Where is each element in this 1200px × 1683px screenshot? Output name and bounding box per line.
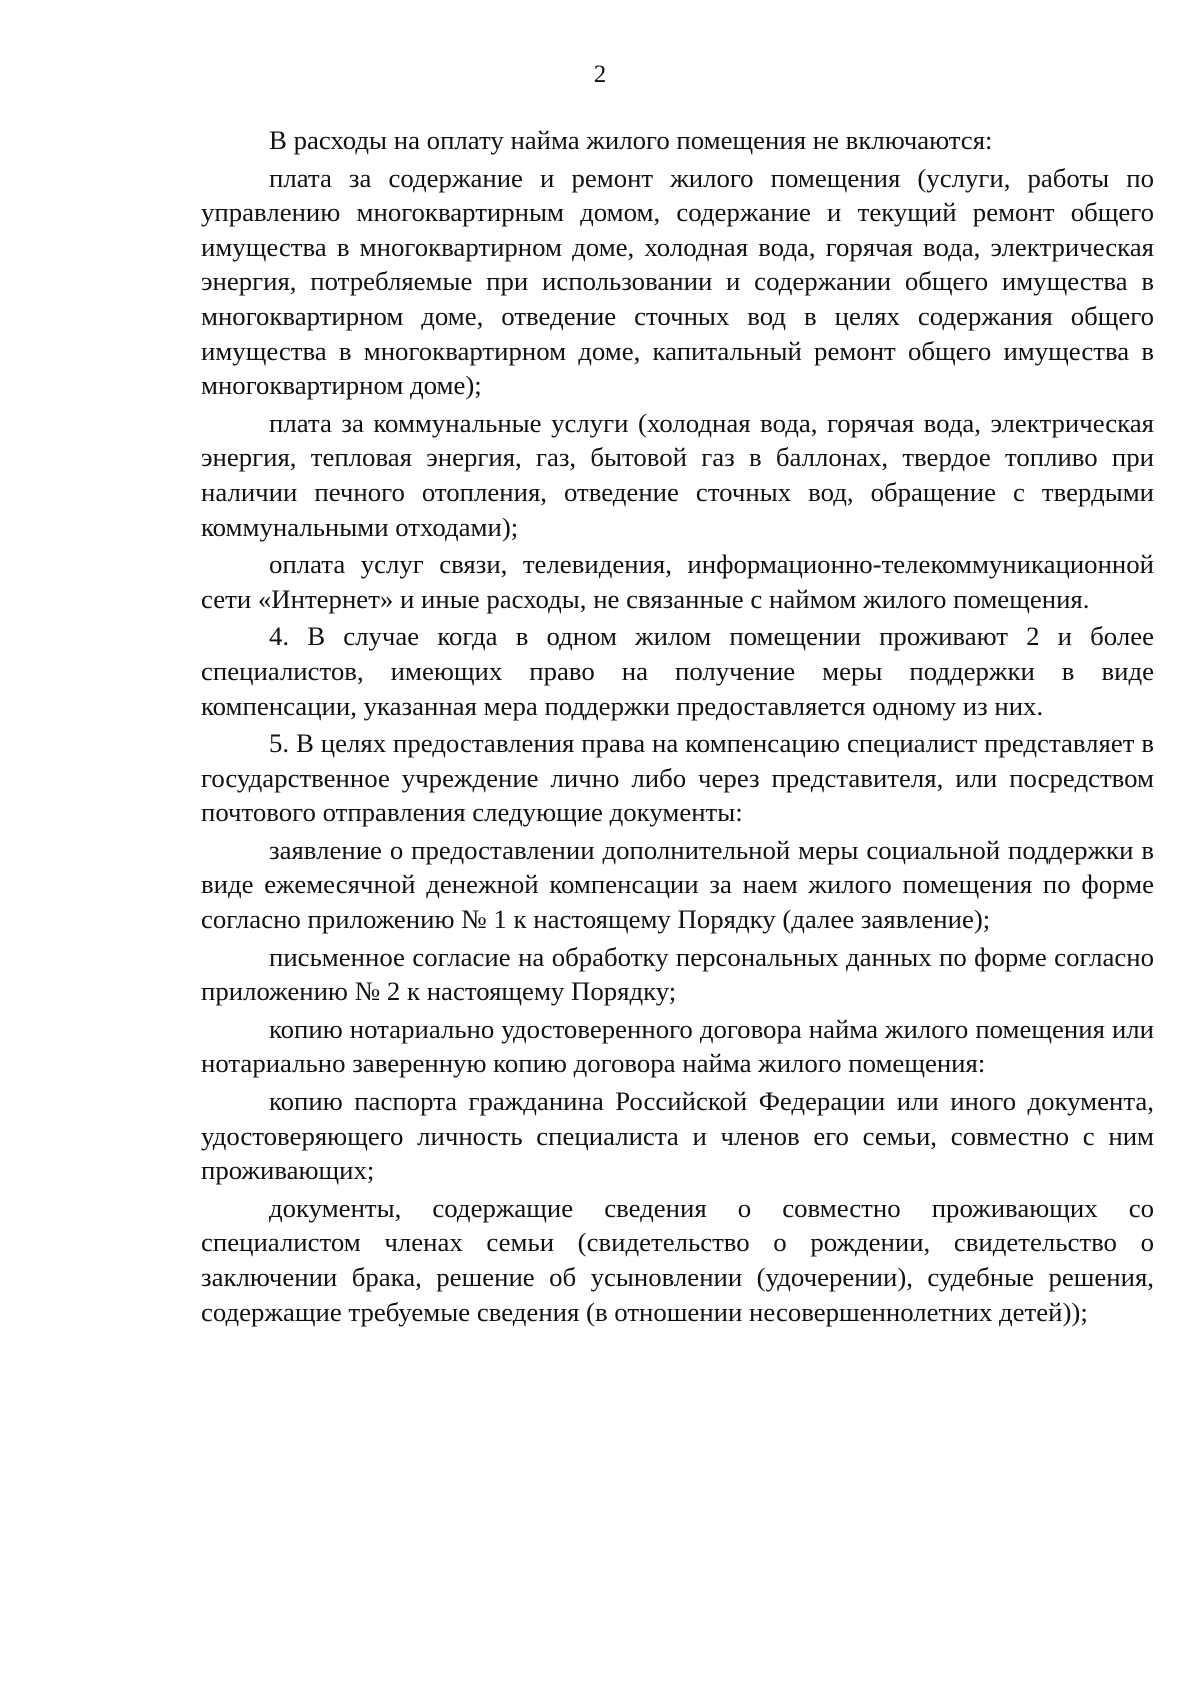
document-body xyxy=(201,123,1154,1329)
paragraph-lease-copy: копию нотариально удостоверенного договора найма жилого помещения или нотариально заверенную копию договора найма жилого помещения: xyxy=(201,1013,1154,1079)
paragraph-excluded-expenses-intro: В расходы на оплату найма жилого помещения не включаются: xyxy=(269,125,993,155)
paragraph-communication-services: оплата услуг связи, телевидения, информационно-телекоммуникационной сети «Интернет» и иные расходы, не связанные с наймом жилого помещения. xyxy=(201,549,1154,614)
page-number: 2 xyxy=(593,61,607,88)
paragraph-family-documents: документы, содержащие сведения о совместно проживающих со специалистом членах семьи (свидетельство о рождении, свидетельство о заключении брака, решение об усыновлении (удочерении), судебные решения, содержащие требуемые сведения (в отношении несовершеннолетних детей)); xyxy=(201,1192,1154,1327)
paragraph-maintenance-fee: плата за содержание и ремонт жилого помещения (услуги, работы по управлению многоквартирным домом, содержание и текущий ремонт общего имущества в многоквартирном доме, холодная вода, горячая вода, электрическая энергия, потребляемые при использовании и содержании общего имущества в многоквартирном доме, отведение сточных вод в целях содержания общего имущества в многоквартирном доме, капитальный ремонт общего имущества в многоквартирном доме); xyxy=(201,162,1154,401)
paragraph-item-5: 5. В целях предоставления права на компенсацию специалист представляет в государственное учреждение лично либо через представителя, или посредством почтового отправления следующие документы: xyxy=(201,728,1154,828)
paragraph-passport-copy: копию паспорта гражданина Российской Федерации или иного документа, удостоверяющего личность специалиста и членов его семьи, совместно с ним проживающих; xyxy=(201,1086,1154,1186)
paragraph-item-4: 4. В случае когда в одном жилом помещении проживают 2 и более специалистов, имеющих право на получение меры поддержки в виде компенсации, указанная мера поддержки предоставляется одному из них. xyxy=(201,621,1154,721)
paragraph-application: заявление о предоставлении дополнительной меры социальной поддержки в виде ежемесячной денежной компенсации за наем жилого помещения по форме согласно приложению № 1 к настоящему Порядку (далее заявление); xyxy=(201,834,1154,935)
paragraph-consent: письменное согласие на обработку персональных данных по форме согласно приложению № 2 к настоящему Порядку; xyxy=(201,941,1154,1007)
paragraph-utility-fee: плата за коммунальные услуги (холодная вода, горячая вода, электрическая энергия, тепловая энергия, газ, бытовой газ в баллонах, твердое топливо при наличии печного отопления, отведение сточных вод, обращение с твердыми коммунальными отходами); xyxy=(201,407,1154,542)
